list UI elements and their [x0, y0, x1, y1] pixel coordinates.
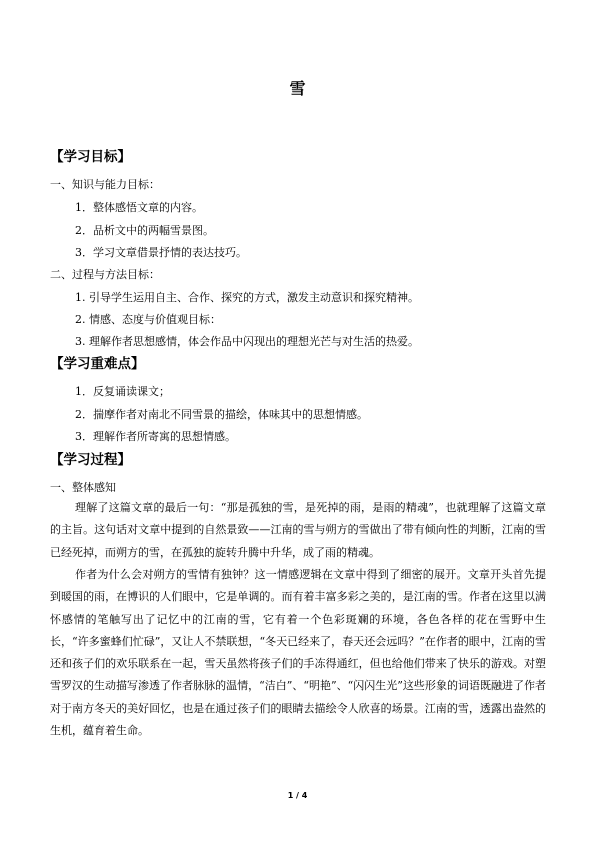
section-heading-key-points: 【学习重难点】	[50, 356, 145, 372]
section-heading-process: 【学习过程】	[50, 452, 131, 468]
objective-item: 2．品析文中的两幅雪景图。	[75, 224, 214, 237]
objective-item: 1. 引导学生运用自主、合作、探究的方式，激发主动意识和探究精神。	[75, 291, 419, 304]
page-number: 1 / 4	[287, 791, 308, 800]
key-point-item: 3．理解作者所寄寓的思想情感。	[75, 430, 236, 443]
objectives-group1-label: 一、知识与能力目标：	[50, 178, 160, 191]
key-point-item: 1．反复诵读课文；	[75, 385, 170, 398]
objective-item: 3．学习文章借景抒情的表达技巧。	[75, 246, 247, 259]
objectives-group2-label: 二、过程与方法目标：	[50, 268, 160, 281]
objective-item: 3. 理解作者思想感情，体会作品中闪现出的理想光芒与对生活的热爱。	[75, 335, 419, 348]
section-heading-objectives: 【学习目标】	[50, 149, 131, 165]
body-paragraph: 理解了这篇文章的最后一句：“那是孤独的雪，是死掉的雨，是雨的精魂”，也就理解了这篇文章的主旨。这句话对文章中提到的自然景致——江南的雪与朔方的雪做出了带有倾向性的判断，江南的雪已经死掉，而朔方的雪，在孤独的旋转升腾中升华，成了雨的精魂。	[50, 501, 546, 559]
key-point-item: 2．揣摩作者对南北不同雪景的描绘，体味其中的思想情感。	[75, 408, 368, 421]
objective-item: 1．整体感悟文章的内容。	[75, 201, 203, 214]
body-paragraph: 作者为什么会对朔方的雪情有独钟？这一情感逻辑在文章中得到了细密的展开。文章开头首先提到暖国的雨，在博识的人们眼中，它是单调的。而有着丰富多彩之美的，是江南的雪。作者在这里以满怀感情的笔触写出了记忆中的江南的雪，它有着一个色彩斑斓的环境，各色各样的花在雪野中生长，“许多蜜蜂们忙碌”，又让人不禁联想，“冬天已经来了，春天还会远吗？”在作者的眼中，江南的雪还和孩子们的欢乐联系在一起，雪天虽然将孩子们的手冻得通红，但也给他们带来了快乐的游戏。对塑雪罗汉的生动描写渗透了作者脉脉的温情，“洁白”、“明艳”、“闪闪生光”这些形象的词语既融进了作者对于南方冬天的美好回忆，也是在通过孩子们的眼睛去描绘令人欣喜的场景。江南的雪，透露出盎然的生机，蕴育着生命。	[50, 568, 546, 738]
page-title: 雪	[289, 79, 306, 98]
objective-item: 2. 情感、态度与价值观目标：	[75, 313, 221, 326]
process-subheading: 一、整体感知	[50, 481, 116, 494]
